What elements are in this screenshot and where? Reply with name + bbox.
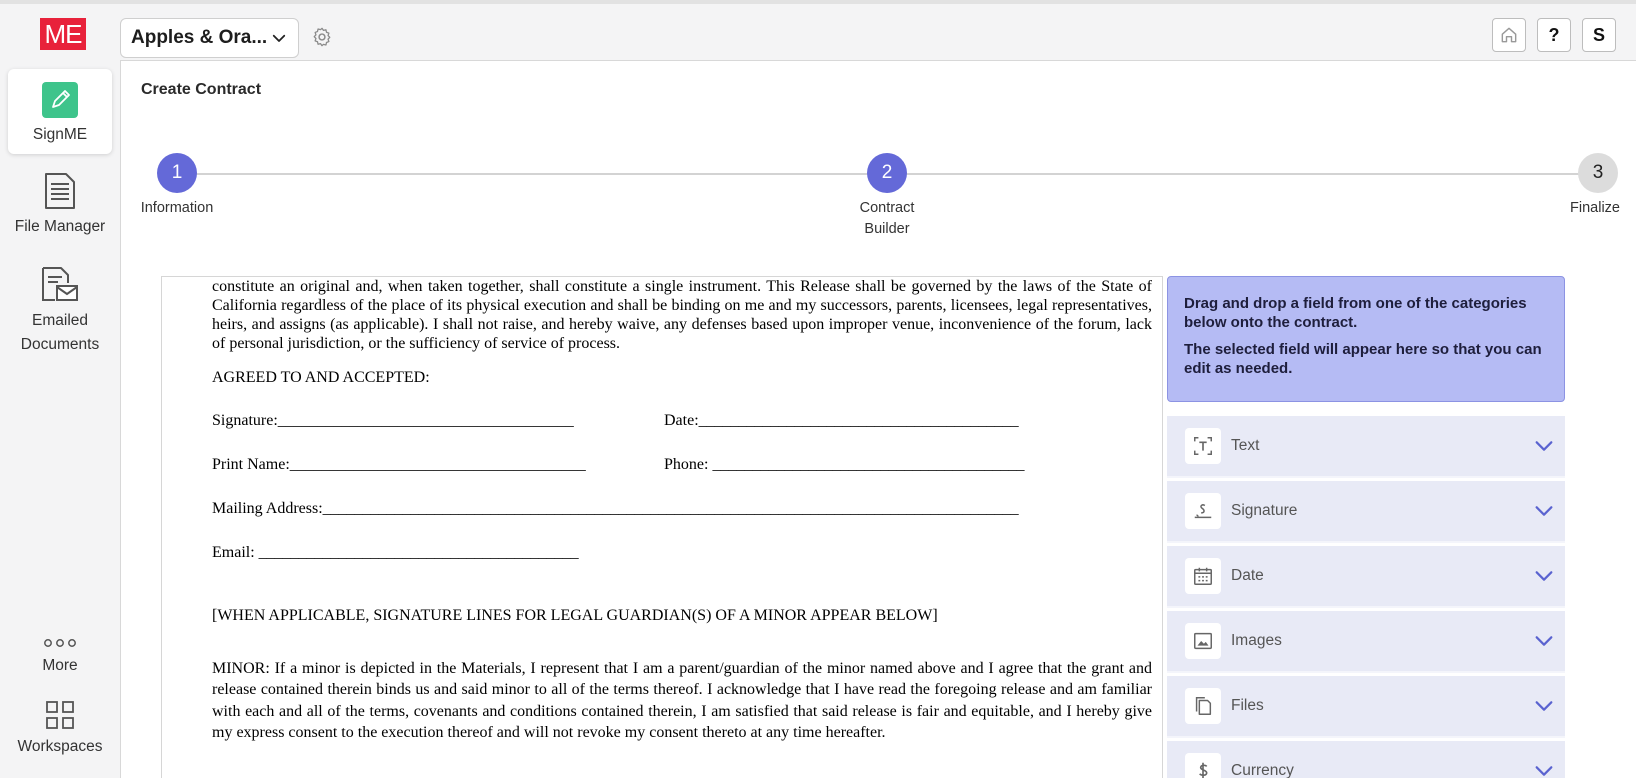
field-category-signature[interactable] — [1167, 481, 1565, 543]
sidebar-item-emailed-documents[interactable] — [8, 266, 112, 366]
field-instructions — [1167, 276, 1565, 402]
sidebar-item-more[interactable] — [8, 636, 112, 688]
emailed-docs-icon — [40, 266, 80, 304]
field-category-images[interactable] — [1167, 611, 1565, 673]
help-button[interactable]: ? — [1537, 18, 1571, 52]
sidebar-item-label-line2: Documents — [20, 336, 100, 353]
pen-icon — [42, 82, 78, 118]
files-icon-wrap — [1185, 688, 1221, 724]
instruction-line-2: The selected field will appear here so that you can edit as needed. — [1184, 341, 1542, 377]
image-icon — [1192, 630, 1214, 652]
field-category-label: Date — [1231, 567, 1264, 584]
field-category-label: Currency — [1231, 762, 1294, 778]
workspace-name: Apples & Ora... — [131, 27, 268, 48]
field-category-date[interactable] — [1167, 546, 1565, 608]
date-line: Date:________________________________________ — [664, 412, 1019, 429]
step-3-circle[interactable]: 3 — [1578, 153, 1618, 193]
field-category-currency[interactable] — [1167, 741, 1565, 778]
chevron-down-icon — [1533, 630, 1555, 652]
field-category-text[interactable] — [1167, 416, 1565, 478]
sidebar-item-workspaces[interactable] — [8, 700, 112, 762]
instruction-line-1: Drag and drop a field from one of the categories below onto the contract. — [1184, 295, 1527, 331]
sidebar-item-label: Workspaces — [17, 738, 103, 755]
step-2-label-line1: Contract — [859, 200, 915, 216]
signature-icon — [1192, 500, 1214, 522]
step-2-label — [837, 198, 937, 240]
step-2-circle[interactable]: 2 — [867, 153, 907, 193]
text-field-icon-wrap — [1185, 428, 1221, 464]
step-2-label-line2: Builder — [864, 221, 910, 237]
image-icon-wrap — [1185, 623, 1221, 659]
chevron-down-icon — [1533, 695, 1555, 717]
sidebar-item-label: More — [42, 657, 78, 674]
chevron-down-icon — [270, 29, 288, 47]
calendar-icon — [1192, 565, 1214, 587]
sidebar-item-label: File Manager — [14, 218, 106, 235]
fields-panel — [1167, 276, 1565, 778]
minor-paragraph: MINOR: If a minor is depicted in the Materials, I represent that I am a parent/guardian of the minor named above and I agree that the grant and release contained therein binds us and said minor to all of the terms thereof. I acknowledge that I have read the foregoing release and am familiar with each and all of the terms, covenants and conditions contained therein, I am satisfied that said release is fair and equitable, and I hereby give my express consent to the execution thereof and will not revoke my consent thereto at any time hereafter. — [212, 660, 1152, 741]
gear-icon[interactable] — [311, 26, 333, 48]
currency-icon — [1192, 760, 1214, 778]
step-3-label: Finalize — [1570, 200, 1620, 216]
email-line: Email: ________________________________________ — [212, 544, 579, 561]
sidebar-item-file-manager[interactable] — [8, 172, 112, 248]
user-avatar-button[interactable]: S — [1582, 18, 1616, 52]
calendar-icon-wrap — [1185, 558, 1221, 594]
sidebar-item-signme[interactable] — [8, 69, 112, 154]
currency-icon-wrap — [1185, 753, 1221, 778]
chevron-down-icon — [1533, 500, 1555, 522]
main-panel — [120, 60, 1636, 778]
home-icon — [1499, 25, 1519, 45]
more-dots-icon — [43, 637, 77, 649]
workspace-select[interactable] — [120, 18, 299, 58]
signature-line: Signature:_____________________________________ — [212, 412, 574, 429]
release-paragraph: constitute an original and, when taken together, shall constitute a single instrument. This Release shall be governed by the laws of the State of California regardless of the place of its physical execution and shall be binding on me and my successors, parents, licensees, legal representatives, heirs, and assigns (as applicable). I shall not raise, and hereby waive, any defenses based upon improper venue, inconvenience of the forum, lack of personal jurisdiction, or the sufficiency of service of process. — [212, 278, 1152, 352]
sidebar — [0, 60, 120, 778]
grid-icon — [45, 700, 75, 730]
document-icon — [43, 172, 77, 210]
phone-line: Phone: _______________________________________ — [664, 456, 1025, 473]
signature-icon-wrap — [1185, 493, 1221, 529]
mailing-address-line: Mailing Address:_______________________________________________________________________________________ — [212, 500, 1019, 517]
field-category-label: Signature — [1231, 502, 1298, 519]
field-category-label: Files — [1231, 697, 1264, 714]
brand-logo[interactable]: ME — [40, 18, 86, 50]
top-bar — [0, 0, 1636, 60]
home-button[interactable] — [1492, 18, 1526, 52]
page-title: Create Contract — [141, 81, 262, 98]
chevron-down-icon — [1533, 565, 1555, 587]
field-category-label: Images — [1231, 632, 1282, 649]
text-field-icon — [1192, 435, 1214, 457]
sidebar-item-label: Emailed — [32, 312, 88, 329]
guardian-heading: [WHEN APPLICABLE, SIGNATURE LINES FOR LEGAL GUARDIAN(S) OF A MINOR APPEAR BELOW] — [212, 607, 938, 624]
chevron-down-icon — [1533, 760, 1555, 778]
field-category-label: Text — [1231, 437, 1260, 454]
contract-document[interactable] — [161, 276, 1163, 778]
step-1-label: Information — [140, 200, 214, 216]
step-1-circle[interactable]: 1 — [157, 153, 197, 193]
agreed-heading: AGREED TO AND ACCEPTED: — [212, 369, 430, 386]
sidebar-item-label: SignME — [32, 126, 88, 143]
print-name-line: Print Name:_____________________________________ — [212, 456, 586, 473]
field-category-files[interactable] — [1167, 676, 1565, 738]
files-icon — [1192, 695, 1214, 717]
chevron-down-icon — [1533, 435, 1555, 457]
